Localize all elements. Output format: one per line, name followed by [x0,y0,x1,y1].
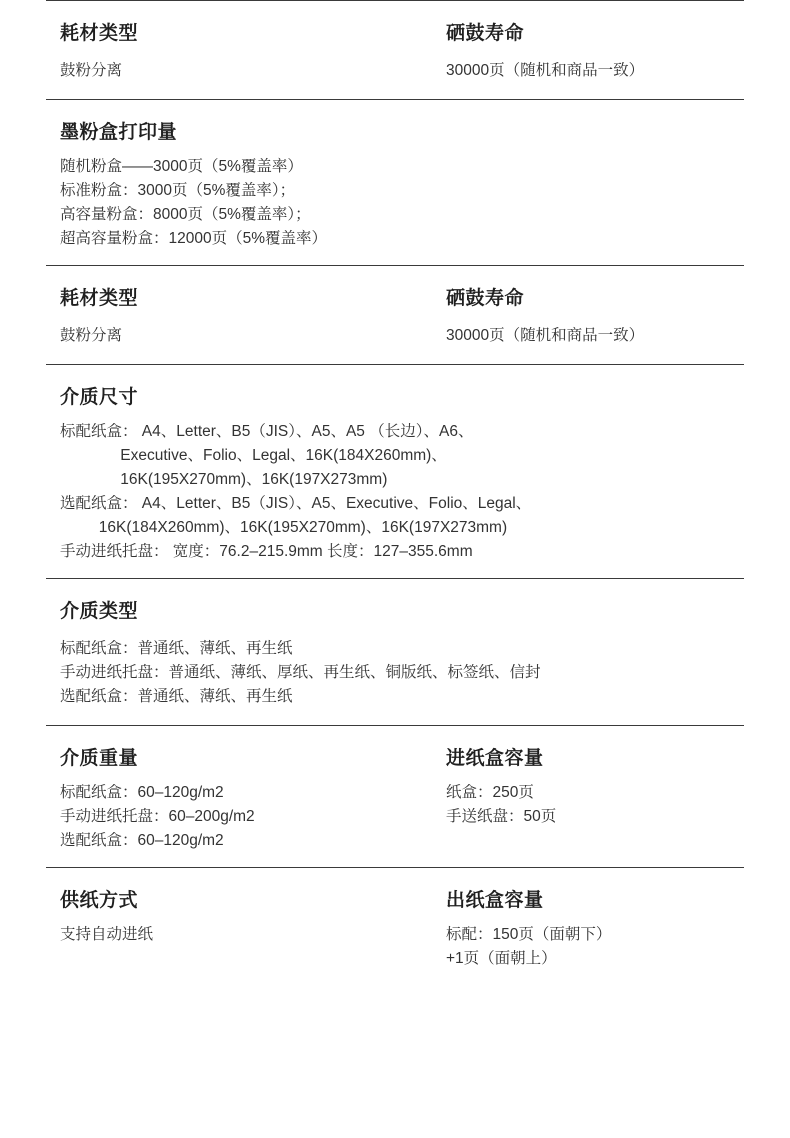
section-value: 标配纸盒：普通纸、薄纸、再生纸 手动进纸托盘：普通纸、薄纸、厚纸、再生纸、铜版纸、标签纸、信封 选配纸盒：普通纸、薄纸、再生纸 [60,640,541,706]
section-value: 鼓粉分离 [60,327,123,345]
section-heading: 供纸方式 [60,890,139,912]
section-value: 纸盒：250页 手送纸盘：50页 [446,784,557,826]
section-full-column [46,100,744,265]
section-right-column [446,266,736,364]
section-heading: 硒鼓寿命 [446,23,525,44]
section-value: 随机粉盒——3000页（5%覆盖率） 标准粉盒：3000页（5%覆盖率）； 高容量粉盒：8000页（5%覆盖率）； 超高容量粉盒：12000页（5%覆盖率） [60,158,328,248]
section-heading: 硒鼓寿命 [446,288,525,310]
section-row [46,266,744,364]
section-right-column [446,726,736,867]
spec-section-paper-feed [46,867,744,985]
section-value: 鼓粉分离 [60,62,123,79]
spec-section-media-type [46,578,744,725]
section-heading: 耗材类型 [60,288,139,310]
section-value: 支持自动进纸 [60,926,154,944]
section-left-column [46,726,446,867]
section-left-column [46,868,446,985]
section-value: 标配纸盒：60–120g/m2 手动进纸托盘：60–200g/m2 选配纸盒：60–120g/m2 [60,784,255,850]
section-heading: 出纸盒容量 [446,890,544,912]
section-heading: 介质重量 [60,748,139,770]
spec-section-media-weight [46,725,744,867]
section-row [46,868,744,985]
section-heading: 介质类型 [60,601,139,623]
section-value: 标配：150页（面朝下） +1页（面朝上） [446,926,612,968]
spec-section-media-size [46,364,744,578]
section-heading: 进纸盒容量 [446,748,544,770]
spec-section-toner-yield [46,99,744,265]
section-full-column [46,365,744,578]
section-right-column [446,1,736,99]
section-value: 30000页（随机和商品一致） [446,327,645,345]
section-left-column [46,1,446,99]
spec-section-consumable-type-1 [46,0,744,99]
section-row [46,726,744,867]
section-value: 30000页（随机和商品一致） [446,62,645,79]
section-row [46,1,744,99]
section-right-column [446,868,736,985]
section-value: 标配纸盒： A4、Letter、B5（JIS）、A5、A5 （长边）、A6、 Executive、Folio、Legal、16K(184X260mm)、 16K(195X270mm)、16K(197X273mm) 选配纸盒： A4、Letter、B5（JIS）、A5、Executive、Folio、Legal、 16K(184X260mm)、16K(195X270mm)、16K(197X273mm) 手动进纸托盘： 宽度：76.2–215.9mm 长度：127–355.6mm [60,423,532,561]
section-left-column [46,266,446,364]
spec-section-consumable-type-2 [46,265,744,364]
section-heading: 墨粉盒打印量 [60,122,178,144]
section-heading: 介质尺寸 [60,387,139,409]
section-heading: 耗材类型 [60,23,139,44]
section-full-column [46,579,744,725]
